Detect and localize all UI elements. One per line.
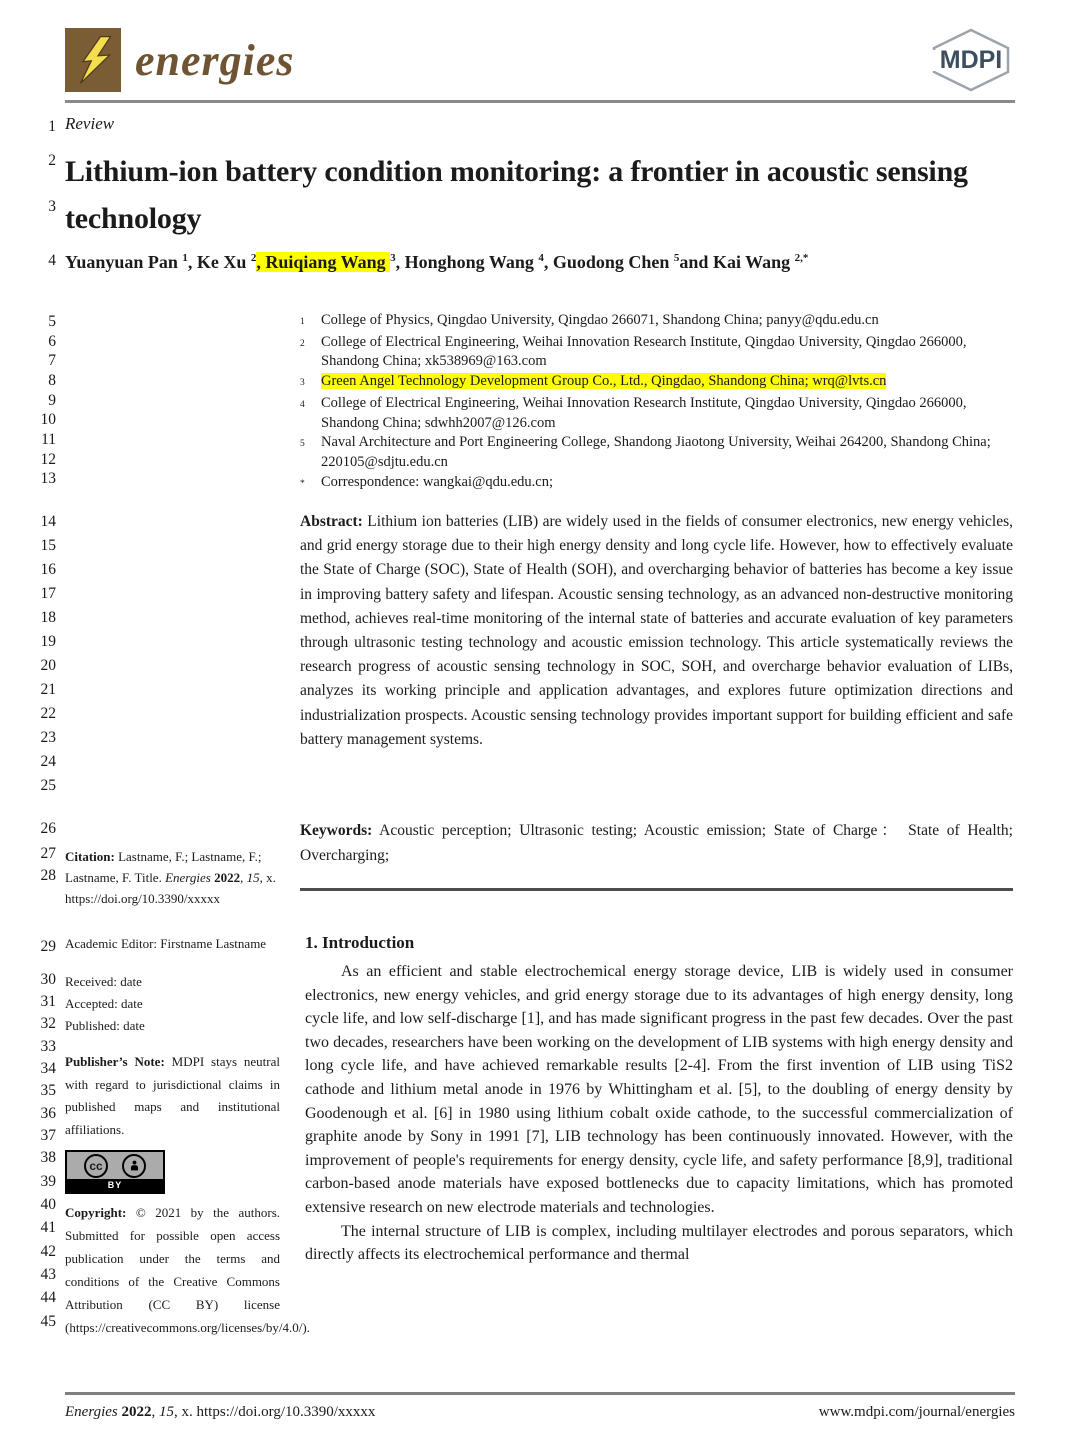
line-number: 3 [48, 198, 56, 215]
line-number: 40 [40, 1196, 56, 1213]
header-divider [65, 100, 1015, 103]
affiliation-text: College of Electrical Engineering, Weihai Innovation Research Institute, Qingdao University, Qingdao 266000, Shandong China; sdwhh2007@126.com [321, 394, 967, 431]
line-number: 24 [40, 753, 56, 770]
line-number: 2 [48, 152, 56, 169]
affiliation-marker: 1 [300, 317, 305, 327]
citation-block [65, 846, 280, 909]
page-header [65, 28, 1015, 92]
line-number: 4 [48, 252, 56, 269]
affiliation-text: Green Angel Technology Development Group Co., Ltd., Qingdao, Shandong China; wrq@lvts.cn [321, 373, 887, 390]
paper-title: Lithium-ion battery condition monitoring: a frontier in acoustic sensing technology [65, 155, 968, 235]
citation-label: Citation: [65, 849, 119, 864]
affiliation-text: College of Electrical Engineering, Weihai Innovation Research Institute, Qingdao University, Qingdao 266000, Shandong China; xk538969@163.com [321, 333, 967, 370]
line-number: 15 [40, 537, 56, 554]
line-number: 16 [40, 561, 56, 578]
person-icon [122, 1154, 146, 1178]
authors-line: Yuanyuan Pan $^1$, Ke Xu $^2$, Ruiqiang Wang $^3$, Honghong Wang $^4$, Guodong Chen $^5$and Kai Wang $^{2,*}$ [65, 252, 809, 272]
keywords-label: Keywords: [300, 822, 373, 839]
line-number: 14 [40, 513, 56, 530]
abstract-divider [300, 888, 1013, 891]
line-number: 19 [40, 633, 56, 650]
intro-paragraph: As an efficient and stable electrochemical energy storage device, LIB is widely used in consumer electronics, new energy vehicles, and grid energy storage due to its advantages of high energy density, long cycle life, and low self-discharge [1], and has made significant progress in the past few decades. Over the past two decades, researchers have been working on the development of LIB systems with high energy density and long cycle life, and have achieved remarkable results [2-4]. From the first invention of LIB using TiS2 cathode and lithium metal anode in 1976 by Whittingham et al. [5], to the doubling of energy density by Goodenough et al. [6] in 1980 using lithium cobalt oxide cathode, to the successful commercialization of graphite anode by Sony in 1991 [7], LIB technology has been continuously innovated. However, with the improvement of people's requirements for energy density, cycle life, and safety performance [8,9], traditional carbon-based anode materials have exposed bottlenecks due to capacity limitations, which has promoted extensive research on new electrode materials and technologies. [305, 963, 1013, 1216]
line-number: 36 [40, 1105, 56, 1122]
line-number: 32 [40, 1015, 56, 1032]
received-date: Received: date [65, 974, 142, 989]
affiliation-marker: 5 [300, 439, 305, 450]
abstract [300, 510, 1013, 752]
line-number: 23 [40, 729, 56, 746]
line-number: 39 [40, 1173, 56, 1190]
line-number: 33 [40, 1038, 56, 1055]
journal-name: energies [135, 35, 295, 85]
line-number: 44 [40, 1289, 56, 1306]
affiliation-item [300, 372, 1015, 394]
affiliation-item [300, 473, 1015, 495]
copyright-label: Copyright: [65, 1205, 136, 1220]
citation-text: Lastname, F.; Lastname, F.; Lastname, F. Title. Energies 2022, 15, x. https://doi.org/10.3390/xxxxx [65, 849, 276, 906]
publisher-note-label: Publisher’s Note: [65, 1054, 172, 1069]
line-number: 5 [48, 313, 56, 330]
footer-citation: Energies 2022, 15, x. https://doi.org/10.3390/xxxxx [65, 1404, 376, 1420]
line-number: 17 [40, 585, 56, 602]
affiliation-item [300, 333, 1015, 372]
line-number: 1 [48, 118, 56, 135]
mdpi-logo-icon [927, 28, 1015, 97]
line-number: 8 [48, 372, 56, 389]
line-number: 43 [40, 1266, 56, 1283]
energies-logo [65, 28, 295, 92]
line-number: 25 [40, 777, 56, 794]
affiliations [300, 311, 1015, 494]
footer-journal-url: www.mdpi.com/journal/energies [818, 1404, 1015, 1420]
line-number: 37 [40, 1127, 56, 1144]
article-type: Review [65, 114, 115, 133]
line-number: 22 [40, 705, 56, 722]
cc-by-badge [65, 1150, 165, 1194]
affiliation-marker: 3 [300, 378, 305, 389]
line-number: 42 [40, 1243, 56, 1260]
line-number: 18 [40, 609, 56, 626]
cc-by-label: BY [67, 1179, 163, 1192]
publisher-note-text: MDPI stays neutral with regard to jurisdictional claims in published maps and institutional affiliations. [65, 1054, 280, 1137]
footer [65, 1404, 1015, 1421]
affiliation-marker: * [300, 478, 305, 489]
abstract-text: Lithium ion batteries (LIB) are widely used in the fields of consumer electronics, new energy vehicles, and grid energy storage due to their high energy density and long cycle life. However, how to effectively evaluate the State of Charge (SOC), State of Health (SOH), and overcharging behavior of batteries has become a key issue in improving battery safety and lifespan. Acoustic sensing technology, as an advanced non-destructive monitoring method, achieves real-time monitoring of the internal state of batteries and accurate evaluation of key parameters through ultrasonic testing technology and acoustic emission technology. This article systematically reviews the research progress of acoustic sensing technology in SOC, SOH, and overcharge behavior evaluation of LIBs, analyzes its working principle and application advantages, and explores future optimization directions and industrialization prospects. Acoustic sensing technology provides important support for building efficient and safe battery management systems. [300, 513, 1013, 748]
affiliation-marker: 4 [300, 399, 305, 410]
line-number: 45 [40, 1313, 56, 1330]
line-number: 27 [40, 845, 56, 862]
line-number: 41 [40, 1219, 56, 1236]
abstract-label: Abstract: [300, 513, 363, 530]
section-heading-introduction: 1. Introduction [305, 933, 415, 952]
line-number: 11 [41, 431, 56, 448]
affiliation-item [300, 311, 1015, 333]
published-date: Published: date [65, 1018, 145, 1033]
footer-divider [65, 1392, 1015, 1395]
copyright-block [65, 1201, 310, 1339]
line-number: 31 [40, 993, 56, 1010]
publisher-note [65, 1051, 280, 1141]
line-number: 21 [40, 681, 56, 698]
svg-text:MDPI: MDPI [939, 46, 1003, 74]
affiliation-text: Correspondence: wangkai@qdu.edu.cn; [321, 473, 553, 490]
affiliation-marker: 2 [300, 338, 305, 349]
accepted-date: Accepted: date [65, 996, 143, 1011]
line-number: 26 [40, 820, 56, 837]
academic-editor: Academic Editor: Firstname Lastname [65, 936, 267, 951]
line-number: 7 [48, 352, 56, 369]
affiliation-item [300, 433, 1015, 472]
line-number: 34 [40, 1060, 56, 1077]
copyright-text: © 2021 by the authors. Submitted for possible open access publication under the terms and conditions of the Creative Commons Attribution (CC BY) license (https://creativecommons.org/licenses/by/4.0/). [65, 1205, 310, 1335]
line-number: 13 [40, 470, 56, 487]
keywords [300, 818, 1013, 868]
line-number: 35 [40, 1082, 56, 1099]
affiliation-item [300, 394, 1015, 433]
line-number: 28 [40, 867, 56, 884]
introduction-body [305, 960, 1013, 1267]
line-number: 6 [48, 333, 56, 350]
intro-paragraph: The internal structure of LIB is complex, including multilayer electrodes and porous separators, which directly affects its electrochemical performance and thermal [305, 1222, 1013, 1264]
affiliation-text: College of Physics, Qingdao University, Qingdao 266071, Shandong China; panyy@qdu.edu.cn [321, 312, 879, 328]
line-number: 30 [40, 971, 56, 988]
dates-block [65, 971, 280, 1037]
affiliation-text: Naval Architecture and Port Engineering College, Shandong Jiaotong University, Weihai 264200, Shandong China; 220105@sdjtu.edu.cn [321, 434, 991, 470]
line-number: 29 [40, 938, 56, 955]
line-number: 38 [40, 1149, 56, 1166]
line-number: 12 [40, 451, 56, 468]
line-number: 9 [48, 392, 56, 409]
sidebar [65, 846, 310, 1339]
lightning-icon [65, 28, 121, 92]
line-number: 20 [40, 657, 56, 674]
line-number: 10 [40, 411, 56, 428]
cc-icons-row [67, 1152, 163, 1179]
cc-icon: cc [84, 1154, 108, 1178]
keywords-text: Acoustic perception; Ultrasonic testing; Acoustic emission; State of Charge： State of Health; Overcharging; [300, 822, 1013, 864]
